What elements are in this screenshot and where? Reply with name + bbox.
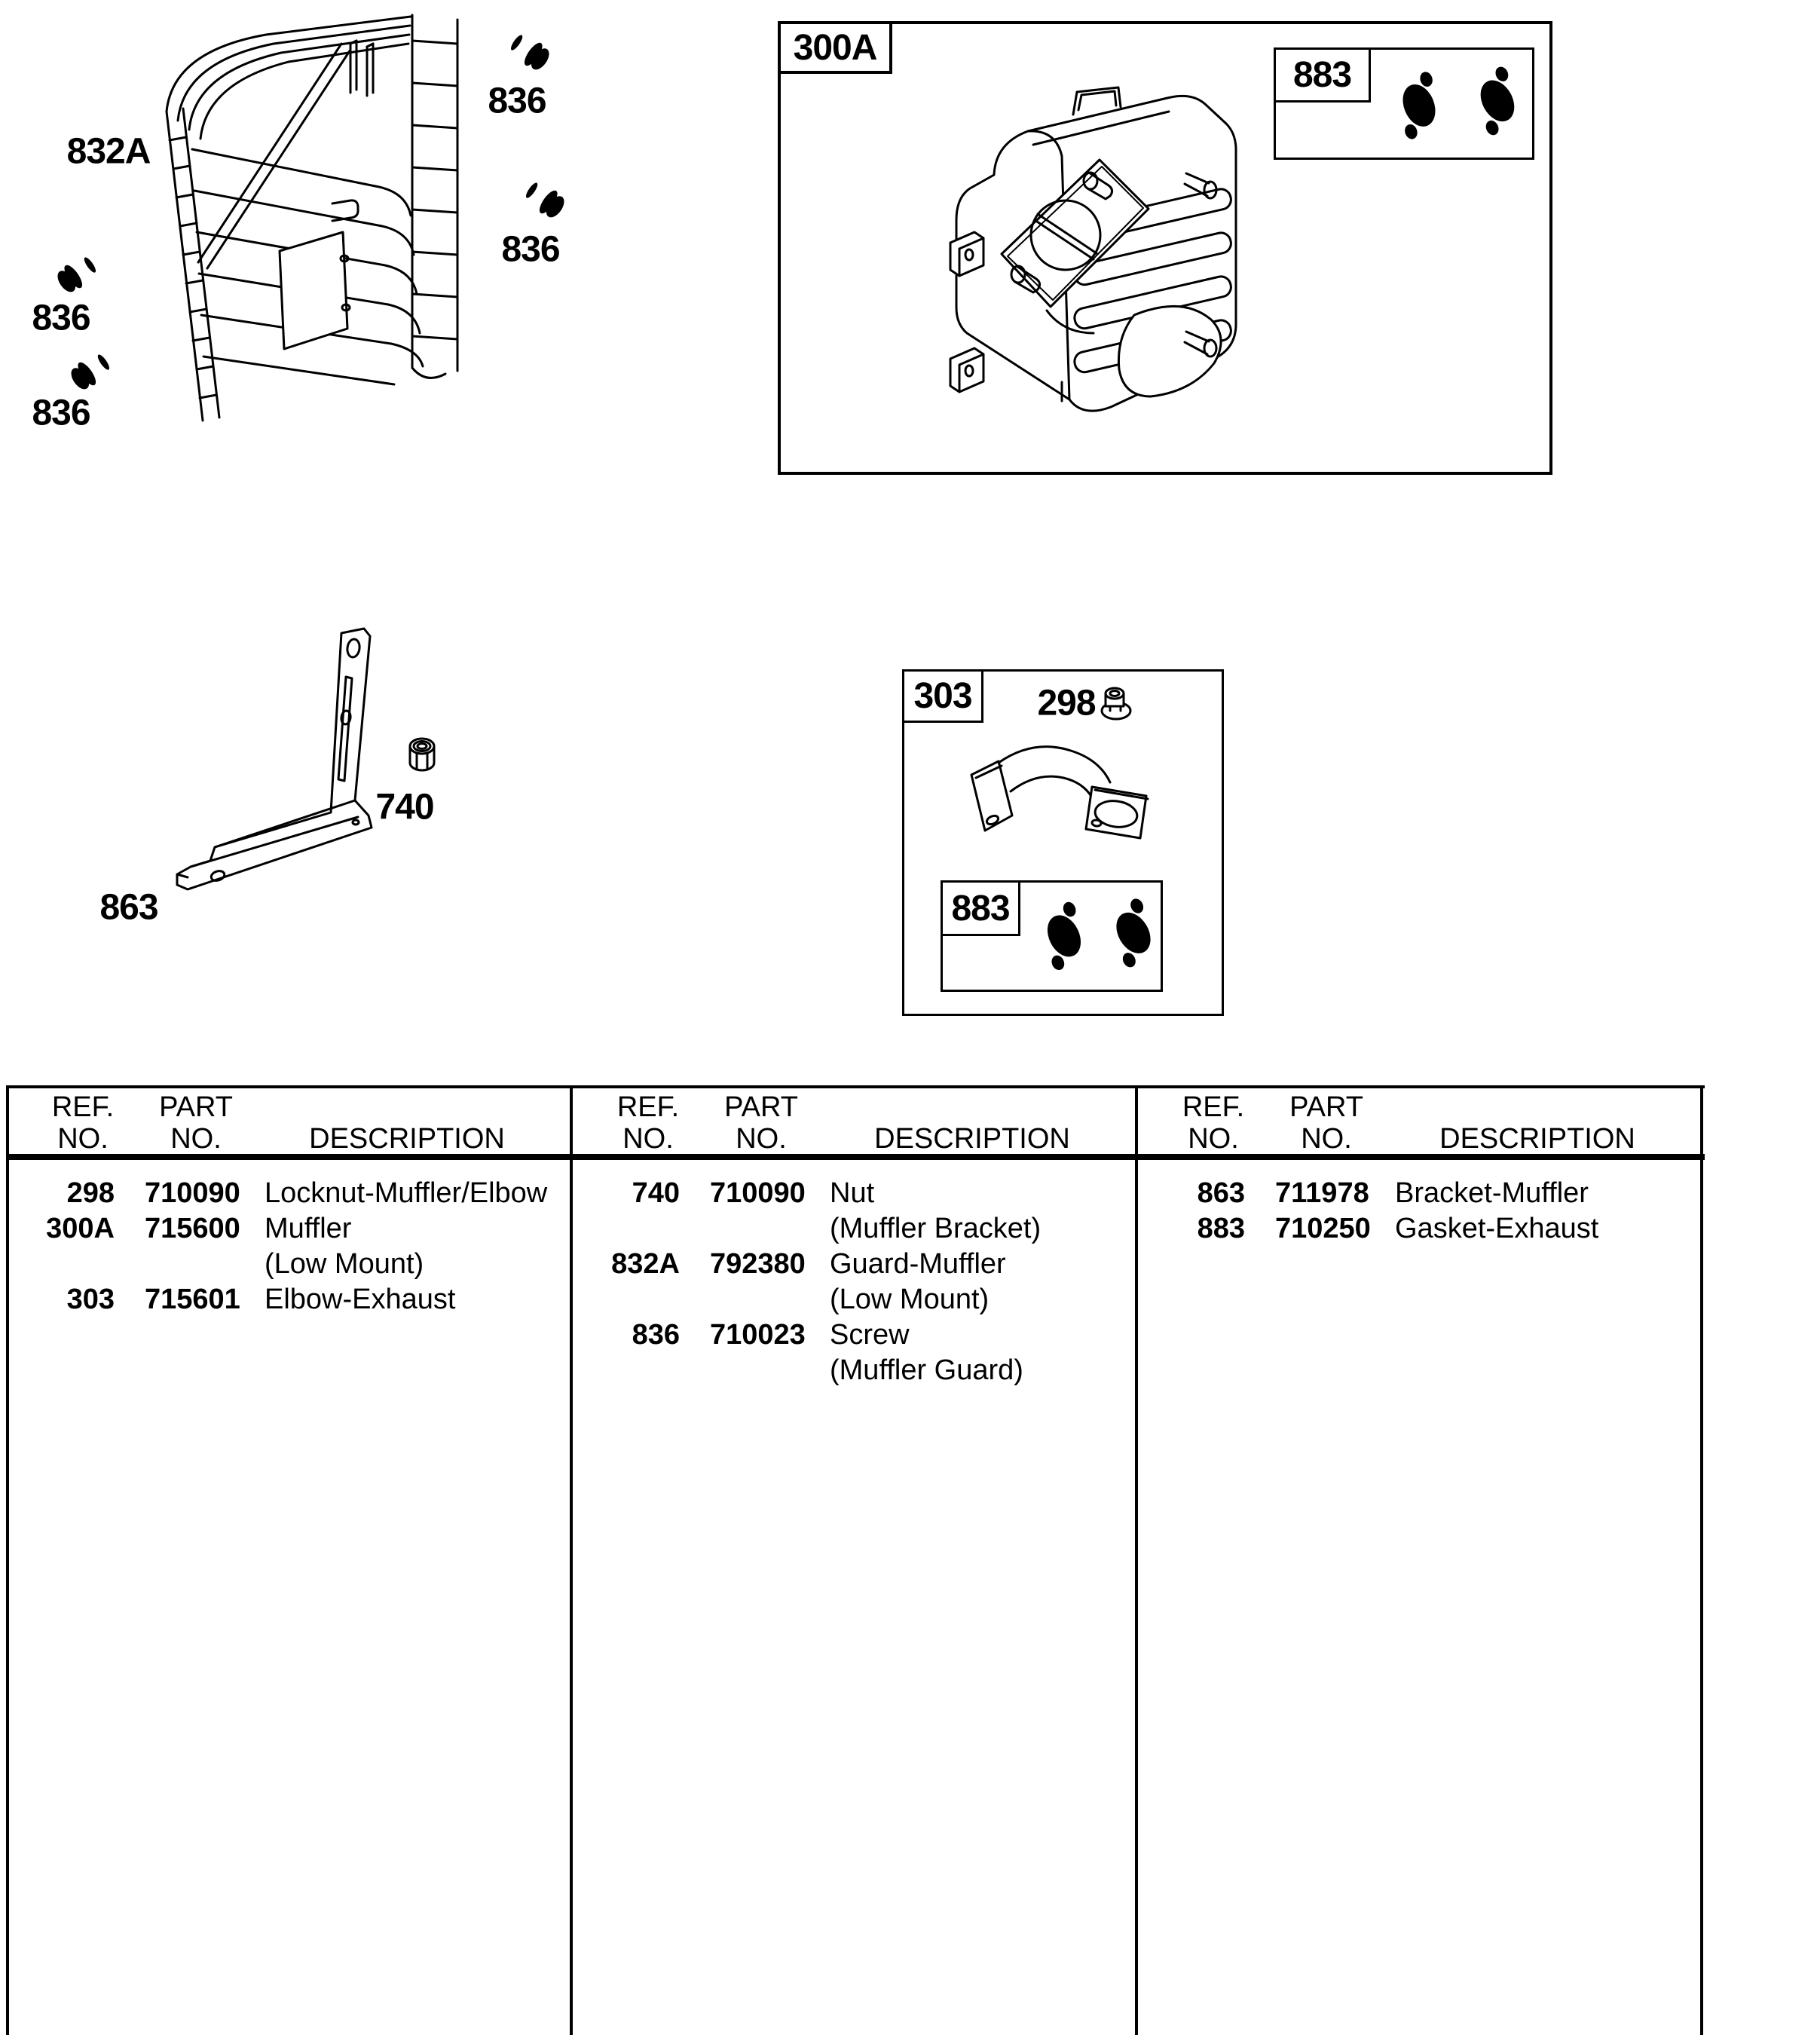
part-no-header: PART NO.	[724, 1091, 798, 1155]
elbow-box-label: 303	[904, 672, 983, 723]
part-no-header: PART NO.	[159, 1091, 233, 1155]
gasket-box-mid-label: 883	[943, 883, 1020, 936]
table-row: (Muffler Guard)	[830, 1354, 1023, 1386]
exhaust-elbow-drawing	[967, 745, 1152, 850]
description-header: DESCRIPTION	[309, 1123, 505, 1155]
muffler-guard-drawing	[153, 14, 470, 424]
screw-callout-label: 836	[32, 298, 90, 338]
guard-callout-label: 832A	[66, 131, 151, 172]
description-header: DESCRIPTION	[1439, 1123, 1635, 1155]
ref-no-header: REF. NO.	[51, 1091, 115, 1155]
flange-locknut-icon	[1100, 685, 1133, 726]
table-column-header	[8, 1085, 570, 1155]
table-column	[8, 1085, 570, 2035]
table-row: 836 710023 Screw	[632, 1319, 910, 1351]
part-no-header: PART NO.	[1289, 1091, 1363, 1155]
hex-nut-icon	[408, 737, 436, 778]
locknut-callout-label: 298	[1037, 683, 1096, 724]
screw-callout-label: 836	[488, 81, 546, 121]
description-header: DESCRIPTION	[874, 1123, 1070, 1155]
muffler-box-label: 300A	[781, 24, 892, 74]
table-row: 883 710250 Gasket-Exhaust	[1197, 1213, 1599, 1244]
table-row: (Low Mount)	[830, 1284, 990, 1315]
screw-callout-label: 836	[501, 229, 560, 270]
screw-callout-label: 836	[32, 393, 90, 433]
table-column	[573, 1085, 1135, 2035]
table-row: 303 715601 Elbow-Exhaust	[66, 1284, 456, 1315]
gasket-box-top-label: 883	[1276, 50, 1371, 103]
muffler-box	[778, 21, 1552, 475]
table-column-header	[573, 1085, 1135, 1155]
bracket-callout-label: 863	[99, 887, 158, 928]
table-row: (Muffler Bracket)	[830, 1213, 1042, 1244]
gasket-box-mid	[941, 880, 1163, 992]
gasket-icon	[1099, 889, 1164, 976]
table-row: 832A 792380 Guard-Muffler	[611, 1248, 1006, 1280]
gasket-box-top	[1274, 47, 1534, 160]
muffler-bracket-drawing	[170, 627, 372, 930]
table-column	[1138, 1085, 1700, 2035]
table-right-border	[1700, 1085, 1703, 2035]
table-row: 298 710090 Locknut-Muffler/Elbow	[66, 1177, 548, 1209]
gasket-icon	[1384, 61, 1452, 150]
ref-no-header: REF. NO.	[616, 1091, 680, 1155]
table-row: (Low Mount)	[265, 1248, 424, 1280]
gasket-icon	[1461, 57, 1529, 145]
table-row: 740 710090 Nut	[632, 1177, 875, 1209]
elbow-box	[902, 669, 1224, 1016]
table-row: 300A 715600 Muffler	[46, 1213, 352, 1244]
gasket-icon	[1031, 892, 1096, 979]
nut-callout-label: 740	[375, 787, 434, 828]
table-row: 863 711978 Bracket-Muffler	[1197, 1177, 1589, 1209]
table-column-header	[1138, 1085, 1700, 1155]
ref-no-header: REF. NO.	[1182, 1091, 1245, 1155]
muffler-drawing	[949, 84, 1243, 424]
